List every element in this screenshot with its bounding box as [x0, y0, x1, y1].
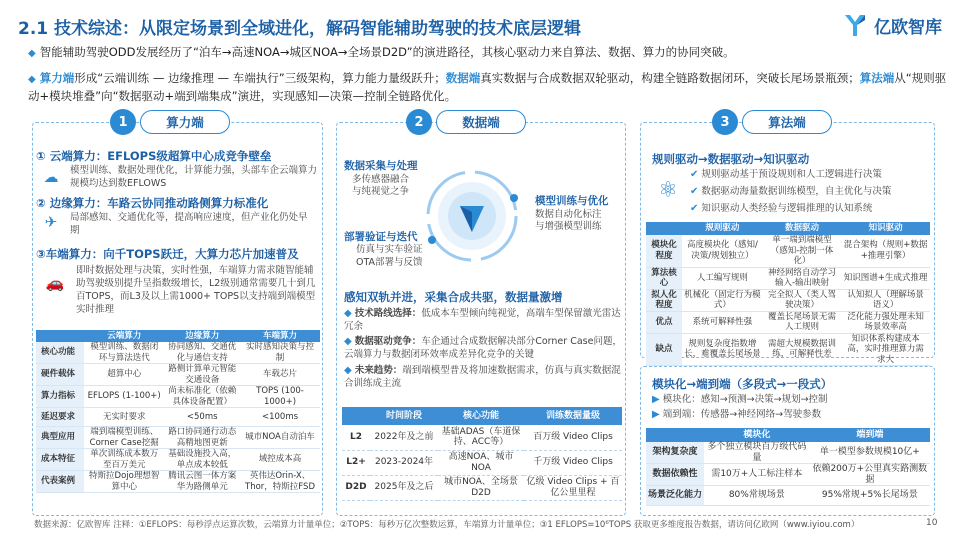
table-row: 成本特征 单次训练成本数万至百万美元 基础设施投入高，单点成本较低 域控成本高	[36, 449, 320, 471]
page-title: 2.1 技术综述：从限定场景到全域进化，解码智能辅助驾驶的技术底层逻辑	[18, 19, 582, 39]
table-row: D2D 2025年及之后 城市NOA、全场景D2D 亿级 Video Clips + 百亿公里里程	[342, 475, 622, 500]
table-header: 云端算力	[84, 330, 164, 342]
table-header: 知识驱动	[841, 222, 930, 235]
table-header	[646, 222, 682, 235]
table-header: 核心功能	[438, 407, 524, 425]
bullet-icon: ◆	[344, 308, 352, 319]
table-row: 算力指标 EFLOPS (1-100+) 尚未标准化（依赖具体设备配置） TOPS (100-1000+)	[36, 386, 320, 408]
vehicle-compute-text: 即时数据处理与决策，实时性强，车端算力需求随智能辅助驾驶级别提升呈指数级增长，L2级别通常需要几十到几百TOPS，而L3及以上需1000+ TOPS以支持端到端模型实时推理	[76, 265, 316, 315]
table-header: 端到端	[810, 428, 930, 442]
algorithm-title: 算法端	[742, 110, 832, 134]
paradigm-table	[646, 222, 930, 366]
compute-title: 算力端	[140, 110, 230, 134]
collect-text-2: 与纯视觉之争	[352, 186, 410, 197]
intro-bullet-1: ◆ 智能辅助驾驶ODD发展经历了“泊车→高速NOA→城区NOA→全场景D2D”的演进路径，其核心驱动力来自算法、数据、算力的协同突破。	[28, 45, 735, 59]
table-row: 场景泛化能力 80%常规场景 95%常规+5%长尾场景	[646, 486, 930, 506]
table-header: 边缘算力	[164, 330, 240, 342]
logo-icon	[842, 12, 868, 38]
table-header	[342, 407, 370, 425]
table-row: 缺点 规则复杂度指数增长，难覆盖长尾场景 需超大规模数据训练，可解释性差 知识体系构建成本高，实时推理算力需求大	[646, 333, 930, 366]
cloud-icon: ☁	[43, 168, 59, 186]
check-icon: ✔	[690, 203, 699, 214]
step-number-2: 2	[406, 109, 432, 135]
table-row: 硬件载体 超算中心 路侧计算单元智能交通设备 车载芯片	[36, 364, 320, 386]
table-header	[646, 428, 704, 442]
table-row: 拟人化程度 机械化（固定行为模式） 完全拟人（类人驾驶决策） 认知拟人（理解场景语义）	[646, 289, 930, 311]
table-row: 代表案例 特斯拉Dojo理想智算中心 腾讯云图一体方案华为路侧单元 英伟达Orin-X、Thor，特斯拉FSD	[36, 471, 320, 493]
satellite-icon: ✈	[44, 213, 58, 231]
train-text-1: 数据自动化标注	[535, 209, 602, 220]
deploy-text-2: OTA部署与反馈	[356, 257, 423, 268]
table-row: 延迟要求 无实时要求 <50ms <100ms	[36, 408, 320, 427]
data-point-3: ◆ 未来趋势：端到端模型普及将加速数据需求，仿真与真实数据混合训练成主流	[344, 365, 621, 389]
modular-e2e-heading: 模块化→端到端（多段式→一段式）	[652, 377, 833, 391]
check-icon: ✔	[690, 169, 699, 180]
table-row: 典型应用 端到端模型训练、Corner Case挖掘 路口协同通行动态高精地图更新 城市NOA自动泊车	[36, 427, 320, 449]
data-point-2: ◆ 数据驱动竞争：车企通过合成数据解决部分Corner Case问题，云端算力与数据闭环效率成差异化竞争的关键	[344, 336, 622, 360]
footer-note: 数据来源：亿欧智库 注释：①EFLOPS：每秒浮点运算次数，云端算力计量单位；②TOPS：每秒万亿次整数运算，车端算力计量单位；③1 EFLOPS=10⁶TOPS 获取更多维度报告数据，请访问亿欧网（www.iyiou.com）	[34, 520, 860, 530]
data-point-1: ◆ 技术路线选择：低成本车型倾向纯视觉，高端车型保留激光雷达冗余	[344, 308, 621, 332]
table-header: 时间阶段	[370, 407, 438, 425]
table-row: L2 2022年及之前 基础ADAS（车道保持、ACC等） 百万级 Video Clips	[342, 425, 622, 450]
table-row: 优点 系统可解释性强 覆盖长尾场景无需人工规则 泛化能力强处理未知场景效率高	[646, 311, 930, 333]
car-icon: 🚗	[45, 274, 65, 292]
table-row: 模块化程度 高度模块化（感知/决策/规划独立） 单一端到端模型（感知-控制一体化） 混合架构（规则+数据+推理引擎）	[646, 235, 930, 267]
collect-text-1: 多传感器融合	[352, 174, 410, 185]
bullet-icon: ◆	[344, 336, 352, 347]
train-heading: 模型训练与优化	[535, 195, 609, 207]
paradigm-line-1: ✔ 规则驱动基于预设规则和人工逻辑进行决策	[690, 169, 882, 180]
edge-compute-text: 局部感知、交通优化等，提高响应速度，但产业化仍处早期	[70, 212, 308, 236]
collect-heading: 数据采集与处理	[344, 160, 418, 172]
data-subheading: 感知双轨并进，采集合成共驱，数据量激增	[344, 290, 563, 304]
arrow-icon: ▶	[652, 394, 660, 405]
cloud-compute-text: 模型训练、数据处理优化，计算能力强，头部车企云端算力规模均达到数EFLOWS	[70, 165, 318, 189]
data-title: 数据端	[436, 110, 526, 134]
table-header	[36, 330, 84, 342]
table-row: L2+ 2023-2024年 高速NOA、城市NOA 千万级 Video Clips	[342, 450, 622, 475]
compute-table	[36, 330, 320, 493]
intro-bullet-2: ◆ 算力端形成“云端训练 — 边缘推理 — 车端执行”三级架构，算力能力量级跃升；数据端真实数据与合成数据双轮驱动，构建全链路数据闭环，突破长尾场景瓶颈；算法端从“规则驱动+模块堆叠”向“数据驱动+端到端集成”演进，实现感知—决策—控制全链路优化。	[28, 71, 947, 103]
check-icon: ✔	[690, 186, 699, 197]
brand-logo	[842, 12, 942, 38]
step-number-1: 1	[110, 109, 136, 135]
table-header: 车端算力	[240, 330, 320, 342]
train-text-2: 与增强模型训练	[535, 221, 602, 232]
table-row: 算法核心 人工编写规则 神经网络自动学习输入-输出映射 知识图谱+生成式推理	[646, 267, 930, 289]
table-row: 数据依赖性 需10万+人工标注样本 依赖200万+公里真实路测数据	[646, 464, 930, 486]
step-number-3: 3	[712, 109, 738, 135]
e2e-line: ▶ 端到端：传感器→神经网络→驾驶参数	[652, 409, 822, 420]
driving-paradigm-heading: 规则驱动→数据驱动→知识驱动	[652, 152, 810, 166]
table-header: 模块化	[704, 428, 810, 442]
table-header: 训练数据量级	[524, 407, 622, 425]
bullet-icon: ◆	[344, 365, 352, 376]
vehicle-compute-heading: ③车端算力：向千TOPS跃迁，大算力芯片加速普及	[36, 247, 299, 261]
edge-compute-heading: ② 边缘算力：车路云协同推动路侧算力标准化	[36, 196, 269, 210]
triangle-icon: ◆	[28, 74, 36, 85]
page-number: 10	[926, 518, 938, 528]
atom-icon: ⚛	[658, 177, 678, 203]
paradigm-line-2: ✔ 数据驱动海量数据训练模型，自主优化与决策	[690, 186, 892, 197]
table-row: 架构复杂度 多个独立模块百万级代码量 单一模型参数规模10亿+	[646, 442, 930, 464]
data-table	[342, 407, 622, 501]
logo-text: 亿欧智库	[874, 17, 942, 38]
arrow-icon: ▶	[652, 409, 660, 420]
deploy-heading: 部署验证与迭代	[344, 231, 418, 243]
deploy-text-1: 仿真与实车验证	[356, 244, 423, 255]
paradigm-line-3: ✔ 知识驱动人类经验与逻辑推理的认知系统	[690, 203, 873, 214]
table-header: 数据驱动	[763, 222, 841, 235]
data-loop-diagram	[412, 158, 542, 278]
modular-table	[646, 428, 930, 506]
table-row: 核心功能 模型训练、数据闭环与算法迭代 协同感知、交通优化与通信支持 实时感知决策与控制	[36, 342, 320, 364]
table-header: 规则驱动	[682, 222, 763, 235]
cloud-compute-heading: ① 云端算力：EFLOPS级超算中心成竞争壁垒	[36, 149, 272, 163]
triangle-icon: ◆	[28, 48, 36, 59]
modular-line: ▶ 模块化：感知→预测→决策→规划→控制	[652, 394, 828, 405]
